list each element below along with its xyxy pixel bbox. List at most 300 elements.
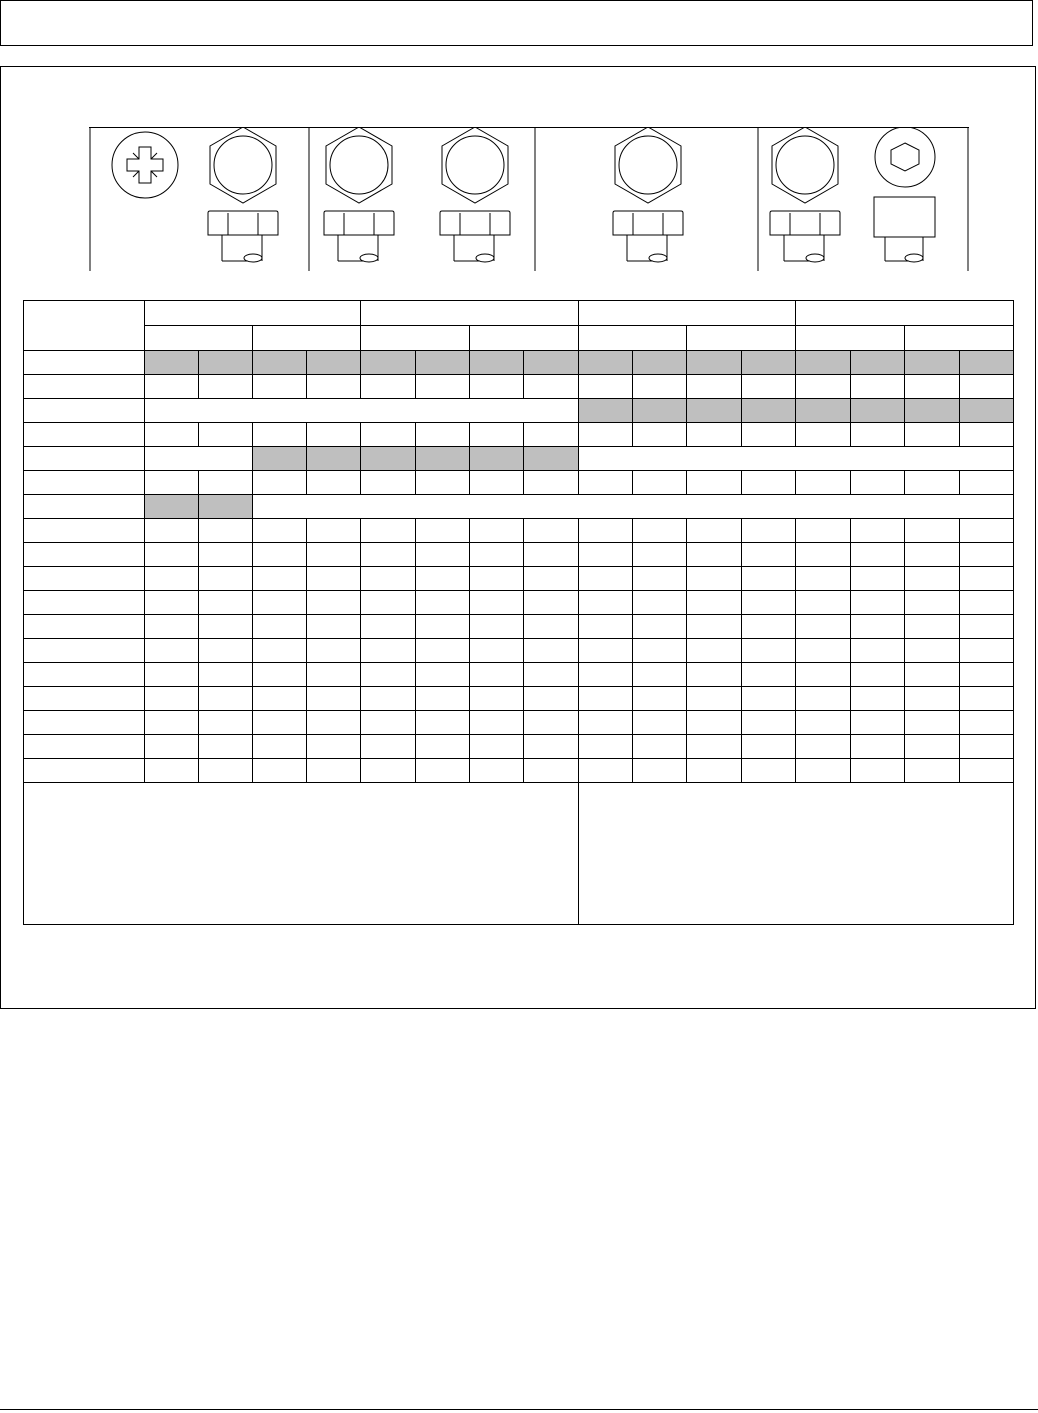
value-cell	[851, 711, 905, 735]
value-cell	[796, 399, 851, 423]
value-cell	[905, 735, 960, 759]
value-cell	[145, 639, 199, 663]
value-cell	[145, 519, 199, 543]
value-cell	[579, 399, 633, 423]
value-cell	[199, 351, 253, 375]
group-header-cell	[796, 301, 1014, 326]
value-cell	[851, 543, 905, 567]
value-cell	[145, 471, 199, 495]
value-cell	[416, 543, 470, 567]
value-cell	[687, 639, 742, 663]
value-cell	[145, 567, 199, 591]
value-cell	[416, 759, 470, 783]
value-cell	[253, 447, 307, 471]
value-cell	[470, 471, 524, 495]
row-label-cell	[24, 591, 145, 615]
value-cell	[742, 519, 796, 543]
value-cell	[687, 759, 742, 783]
value-cell	[470, 423, 524, 447]
value-cell	[633, 639, 687, 663]
value-cell	[633, 567, 687, 591]
value-cell	[960, 423, 1014, 447]
table-row	[24, 759, 1014, 783]
value-cell	[199, 519, 253, 543]
value-cell	[905, 543, 960, 567]
table-row	[24, 375, 1014, 399]
value-cell	[579, 471, 633, 495]
value-cell	[307, 447, 361, 471]
value-cell	[199, 543, 253, 567]
value-cell	[579, 351, 633, 375]
hex-bolt-icon	[208, 127, 278, 262]
value-cell	[905, 399, 960, 423]
value-cell	[851, 663, 905, 687]
subgroup-header-cell	[687, 326, 796, 351]
value-cell	[796, 735, 851, 759]
value-cell	[307, 735, 361, 759]
value-cell	[307, 759, 361, 783]
value-cell	[579, 543, 633, 567]
value-cell	[579, 519, 633, 543]
value-cell	[416, 663, 470, 687]
value-cell	[742, 759, 796, 783]
value-cell	[687, 711, 742, 735]
value-cell	[307, 519, 361, 543]
value-cell	[633, 423, 687, 447]
value-cell	[742, 351, 796, 375]
value-cell	[524, 759, 579, 783]
value-cell	[416, 375, 470, 399]
value-cell	[470, 591, 524, 615]
value-cell	[524, 375, 579, 399]
value-cell	[851, 519, 905, 543]
value-cell	[307, 663, 361, 687]
value-cell	[687, 519, 742, 543]
value-cell	[687, 663, 742, 687]
value-cell	[851, 567, 905, 591]
value-cell	[361, 687, 416, 711]
value-cell	[960, 519, 1014, 543]
value-cell	[307, 351, 361, 375]
value-cell	[416, 639, 470, 663]
value-cell	[633, 711, 687, 735]
table-row	[24, 687, 1014, 711]
value-cell	[851, 471, 905, 495]
value-cell	[687, 471, 742, 495]
row-label-cell	[24, 351, 145, 375]
value-cell	[416, 567, 470, 591]
bolt-head-diagram	[89, 127, 970, 271]
value-cell	[851, 423, 905, 447]
value-cell	[742, 567, 796, 591]
value-cell	[905, 615, 960, 639]
value-cell	[307, 423, 361, 447]
row-label-cell	[24, 615, 145, 639]
value-cell	[796, 615, 851, 639]
row-label-cell	[24, 447, 145, 471]
value-cell	[687, 735, 742, 759]
value-cell	[633, 591, 687, 615]
value-cell	[307, 567, 361, 591]
value-cell	[470, 639, 524, 663]
value-cell	[524, 687, 579, 711]
value-cell	[361, 711, 416, 735]
value-cell	[470, 687, 524, 711]
value-cell	[687, 351, 742, 375]
table-row	[24, 471, 1014, 495]
value-cell	[416, 687, 470, 711]
value-cell	[145, 711, 199, 735]
value-cell	[742, 687, 796, 711]
value-cell	[742, 423, 796, 447]
value-cell	[307, 639, 361, 663]
value-cell	[253, 735, 307, 759]
value-cell	[199, 567, 253, 591]
value-cell	[199, 591, 253, 615]
value-cell	[199, 639, 253, 663]
value-cell	[145, 495, 199, 519]
value-cell	[470, 663, 524, 687]
hex-bolt-icon	[324, 127, 394, 262]
value-cell	[579, 591, 633, 615]
value-cell	[199, 375, 253, 399]
value-cell	[905, 423, 960, 447]
row-label-cell	[24, 519, 145, 543]
notes-row	[24, 783, 1014, 925]
table-row	[24, 591, 1014, 615]
value-cell	[633, 615, 687, 639]
value-cell	[579, 567, 633, 591]
group-header-cell	[361, 301, 579, 326]
value-cell	[524, 615, 579, 639]
value-cell	[199, 495, 253, 519]
subgroup-header-cell	[470, 326, 579, 351]
row-label-cell	[24, 471, 145, 495]
value-cell	[579, 663, 633, 687]
value-cell	[361, 351, 416, 375]
value-cell	[742, 639, 796, 663]
value-cell	[524, 543, 579, 567]
subgroup-header-cell	[253, 326, 361, 351]
value-cell	[524, 663, 579, 687]
value-cell	[253, 639, 307, 663]
value-cell	[199, 471, 253, 495]
value-cell	[851, 351, 905, 375]
value-cell	[524, 711, 579, 735]
value-cell	[361, 423, 416, 447]
value-cell	[145, 423, 199, 447]
value-cell	[361, 735, 416, 759]
value-cell	[687, 399, 742, 423]
value-cell	[905, 567, 960, 591]
value-cell	[253, 375, 307, 399]
value-cell	[253, 471, 307, 495]
value-cell	[470, 567, 524, 591]
value-cell	[361, 519, 416, 543]
value-cell	[361, 615, 416, 639]
row-label-cell	[24, 567, 145, 591]
row-label-cell	[24, 399, 145, 423]
value-cell	[524, 447, 579, 471]
value-cell	[633, 399, 687, 423]
value-cell	[960, 567, 1014, 591]
value-cell	[796, 375, 851, 399]
value-cell	[851, 375, 905, 399]
value-cell	[796, 471, 851, 495]
value-cell	[687, 567, 742, 591]
value-cell	[253, 423, 307, 447]
value-cell	[905, 663, 960, 687]
value-cell	[633, 663, 687, 687]
value-cell	[145, 351, 199, 375]
header-row-groups	[24, 301, 1014, 326]
subgroup-header-cell	[579, 326, 687, 351]
hex-bolt-icon	[613, 127, 683, 262]
value-cell	[524, 351, 579, 375]
value-cell	[416, 735, 470, 759]
merged-cell	[145, 399, 579, 423]
value-cell	[307, 711, 361, 735]
value-cell	[796, 591, 851, 615]
subgroup-header-cell	[145, 326, 253, 351]
value-cell	[253, 759, 307, 783]
value-cell	[416, 615, 470, 639]
torque-spec-table	[23, 300, 1014, 925]
value-cell	[742, 591, 796, 615]
value-cell	[199, 711, 253, 735]
value-cell	[579, 375, 633, 399]
value-cell	[851, 735, 905, 759]
value-cell	[579, 759, 633, 783]
value-cell	[960, 543, 1014, 567]
value-cell	[145, 591, 199, 615]
value-cell	[145, 663, 199, 687]
hex-bolt-icon	[440, 127, 510, 262]
value-cell	[851, 759, 905, 783]
value-cell	[796, 423, 851, 447]
value-cell	[199, 423, 253, 447]
value-cell	[416, 447, 470, 471]
subgroup-header-cell	[905, 326, 1014, 351]
value-cell	[579, 711, 633, 735]
value-cell	[416, 519, 470, 543]
row-label-cell	[24, 663, 145, 687]
value-cell	[199, 735, 253, 759]
value-cell	[253, 711, 307, 735]
value-cell	[253, 591, 307, 615]
value-cell	[524, 735, 579, 759]
value-cell	[742, 615, 796, 639]
value-cell	[796, 543, 851, 567]
value-cell	[633, 759, 687, 783]
value-cell	[633, 543, 687, 567]
value-cell	[960, 735, 1014, 759]
value-cell	[470, 375, 524, 399]
row-label-cell	[24, 423, 145, 447]
row-label-cell	[24, 687, 145, 711]
subgroup-header-cell	[796, 326, 905, 351]
merged-cell	[253, 495, 1014, 519]
value-cell	[905, 711, 960, 735]
value-cell	[470, 735, 524, 759]
value-cell	[579, 615, 633, 639]
value-cell	[796, 567, 851, 591]
value-cell	[416, 471, 470, 495]
value-cell	[742, 711, 796, 735]
value-cell	[524, 423, 579, 447]
value-cell	[470, 447, 524, 471]
value-cell	[960, 711, 1014, 735]
value-cell	[470, 519, 524, 543]
value-cell	[579, 687, 633, 711]
value-cell	[145, 543, 199, 567]
value-cell	[851, 639, 905, 663]
value-cell	[361, 471, 416, 495]
value-cell	[633, 687, 687, 711]
value-cell	[145, 759, 199, 783]
table-row	[24, 735, 1014, 759]
value-cell	[253, 615, 307, 639]
socket-head-cap-screw-icon	[874, 127, 935, 262]
value-cell	[361, 375, 416, 399]
value-cell	[470, 759, 524, 783]
table-row	[24, 423, 1014, 447]
table-row	[24, 519, 1014, 543]
value-cell	[307, 471, 361, 495]
value-cell	[960, 399, 1014, 423]
value-cell	[307, 591, 361, 615]
table-row	[24, 447, 1014, 471]
table-row	[24, 399, 1014, 423]
table-row	[24, 615, 1014, 639]
value-cell	[199, 759, 253, 783]
row-label-cell	[24, 759, 145, 783]
value-cell	[960, 591, 1014, 615]
value-cell	[905, 351, 960, 375]
value-cell	[905, 591, 960, 615]
value-cell	[687, 687, 742, 711]
group-header-cell	[145, 301, 361, 326]
value-cell	[905, 519, 960, 543]
value-cell	[361, 639, 416, 663]
value-cell	[416, 351, 470, 375]
value-cell	[742, 375, 796, 399]
row-label-cell	[24, 543, 145, 567]
value-cell	[145, 375, 199, 399]
value-cell	[361, 543, 416, 567]
value-cell	[253, 687, 307, 711]
value-cell	[851, 615, 905, 639]
value-cell	[145, 735, 199, 759]
value-cell	[199, 615, 253, 639]
value-cell	[905, 471, 960, 495]
value-cell	[960, 759, 1014, 783]
value-cell	[579, 735, 633, 759]
group-header-cell	[579, 301, 796, 326]
value-cell	[687, 615, 742, 639]
value-cell	[687, 423, 742, 447]
value-cell	[905, 687, 960, 711]
row-label-cell	[24, 375, 145, 399]
value-cell	[470, 711, 524, 735]
row-label-cell	[24, 495, 145, 519]
value-cell	[633, 735, 687, 759]
value-cell	[796, 519, 851, 543]
value-cell	[199, 687, 253, 711]
table-row	[24, 711, 1014, 735]
value-cell	[633, 351, 687, 375]
value-cell	[796, 639, 851, 663]
value-cell	[470, 543, 524, 567]
pozidriv-head-icon	[112, 132, 178, 198]
row-label-cell	[24, 735, 145, 759]
value-cell	[851, 399, 905, 423]
value-cell	[579, 639, 633, 663]
value-cell	[416, 591, 470, 615]
value-cell	[524, 567, 579, 591]
value-cell	[253, 519, 307, 543]
row-label-header-cell	[24, 301, 145, 351]
hex-bolt-icon	[770, 127, 840, 262]
value-cell	[253, 543, 307, 567]
value-cell	[470, 615, 524, 639]
value-cell	[796, 687, 851, 711]
value-cell	[851, 591, 905, 615]
value-cell	[524, 591, 579, 615]
value-cell	[361, 759, 416, 783]
value-cell	[687, 591, 742, 615]
value-cell	[633, 375, 687, 399]
table-row	[24, 567, 1014, 591]
value-cell	[742, 543, 796, 567]
value-cell	[796, 663, 851, 687]
value-cell	[253, 567, 307, 591]
value-cell	[905, 759, 960, 783]
value-cell	[361, 567, 416, 591]
value-cell	[253, 351, 307, 375]
notes-left-cell	[24, 783, 579, 925]
value-cell	[145, 615, 199, 639]
header-row-subgroups	[24, 326, 1014, 351]
value-cell	[960, 663, 1014, 687]
value-cell	[524, 471, 579, 495]
value-cell	[145, 687, 199, 711]
merged-cell	[579, 447, 1014, 471]
value-cell	[960, 639, 1014, 663]
value-cell	[796, 711, 851, 735]
value-cell	[361, 591, 416, 615]
page-header-box	[0, 0, 1033, 46]
table-row	[24, 639, 1014, 663]
value-cell	[416, 423, 470, 447]
subgroup-header-cell	[361, 326, 470, 351]
value-cell	[796, 351, 851, 375]
row-label-cell	[24, 711, 145, 735]
table-row	[24, 495, 1014, 519]
value-cell	[905, 639, 960, 663]
value-cell	[796, 759, 851, 783]
footer-rule	[0, 1409, 1038, 1410]
value-cell	[905, 375, 960, 399]
value-cell	[960, 375, 1014, 399]
value-cell	[851, 687, 905, 711]
table-row	[24, 663, 1014, 687]
value-cell	[633, 471, 687, 495]
value-cell	[524, 519, 579, 543]
value-cell	[960, 471, 1014, 495]
value-cell	[742, 471, 796, 495]
value-cell	[960, 615, 1014, 639]
